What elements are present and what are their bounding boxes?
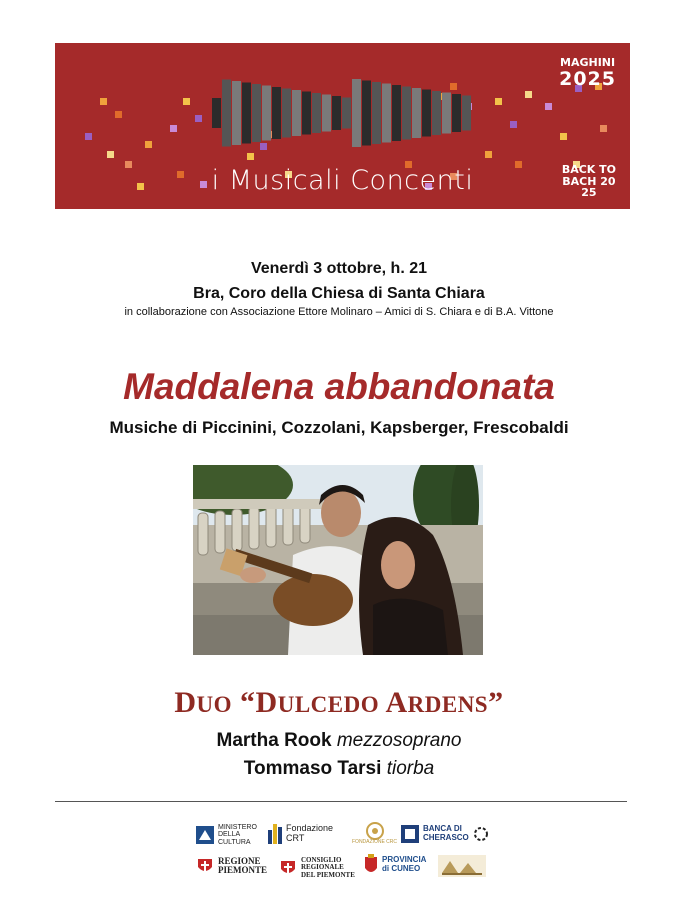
ensemble-photo-bar — [392, 85, 401, 141]
decorative-square — [525, 91, 532, 98]
decorative-square — [100, 98, 107, 105]
ensemble-photo-bar — [342, 98, 351, 129]
program-subtitle: Musiche di Piccinini, Cozzolani, Kapsberger, Frescobaldi — [109, 418, 569, 437]
consiglio-regionale-logo: CONSIGLIO REGIONALE DEL PIEMONTE — [279, 857, 355, 879]
ensemble-photo-bar — [262, 86, 271, 141]
decorative-square — [107, 151, 114, 158]
header-banner — [55, 43, 630, 209]
ensemble-photo-strip — [207, 73, 477, 153]
event-date: Venerdì 3 ottobre, h. 21 — [250, 260, 428, 277]
ensemble-photo-bar — [432, 91, 441, 135]
ensemble-photo-bar — [372, 82, 381, 144]
partner-logo — [438, 855, 486, 877]
decorative-square — [115, 111, 122, 118]
ensemble-photo-bar — [252, 84, 261, 142]
gear-icon — [473, 826, 489, 842]
decorative-square — [485, 151, 492, 158]
banca-emblem-icon — [401, 825, 419, 843]
ensemble-photo-bar — [242, 83, 251, 144]
decorative-square — [85, 133, 92, 140]
regione-shield-icon — [196, 857, 214, 875]
decorative-square — [560, 133, 567, 140]
ensemble-photo-bar — [412, 88, 421, 138]
performer-2: Tommaso Tarsi tiorba — [243, 758, 435, 779]
banca-cherasco-logo: BANCA DI CHERASCO — [401, 825, 489, 843]
ensemble-photo-bar — [402, 87, 411, 140]
ensemble-photo-bar — [452, 94, 461, 132]
ensemble-photo-bar — [332, 96, 341, 130]
decorative-square — [510, 121, 517, 128]
ensemble-photo-bar — [212, 98, 221, 128]
performers-photo — [193, 465, 483, 655]
decorative-square — [170, 125, 177, 132]
banner-title: i Musicali Concenti — [211, 165, 474, 196]
ensemble-photo-bar — [462, 96, 471, 131]
ensemble-photo-bar — [352, 79, 361, 147]
crc-emblem-icon — [364, 822, 386, 840]
ensemble-photo-bar — [382, 84, 391, 143]
decorative-square — [495, 98, 502, 105]
provincia-crest-icon — [364, 854, 378, 876]
decorative-square — [247, 153, 254, 160]
partner-emblem-icon — [438, 855, 486, 877]
ensemble-photo-bar — [322, 95, 331, 132]
back-to-bach-logo: BACK TO BACH 20 25 — [561, 163, 616, 200]
crt-emblem-icon — [268, 824, 282, 844]
provincia-cuneo-logo: PROVINCIA di CUNEO — [364, 854, 426, 876]
ministero-emblem-icon — [196, 826, 214, 844]
ensemble-photo-bar — [442, 93, 451, 134]
ensemble-photo-bar — [282, 89, 291, 138]
fondazione-crc-logo: FONDAZIONE CRC — [352, 822, 397, 845]
ministero-cultura-logo: MINISTERO DELLA CULTURA — [196, 824, 257, 846]
decorative-square — [545, 103, 552, 110]
decorative-square — [600, 125, 607, 132]
ensemble-photo-bar — [422, 90, 431, 137]
regione-piemonte-logo: REGIONE PIEMONTE — [196, 857, 267, 876]
event-collaboration: in collaborazione con Associazione Ettore Molinaro – Amici di S. Chiara e di B.A. Vittone — [124, 306, 554, 318]
ensemble-photo-bar — [302, 92, 311, 135]
divider — [55, 801, 627, 802]
ensemble-photo-bar — [232, 81, 241, 145]
ensemble-photo-bar — [362, 81, 371, 146]
ensemble-photo-bar — [222, 80, 231, 147]
ensemble-photo-bar — [272, 87, 281, 139]
decorative-square — [195, 115, 202, 122]
program-title: Maddalena abbandonata — [123, 366, 555, 407]
ensemble-photo-bar — [312, 93, 321, 133]
ensemble-photo-bar — [292, 90, 301, 136]
maghini-2025-logo: MAGHINI 2025 — [559, 56, 616, 90]
fondazione-crt-logo: Fondazione CRT — [268, 824, 333, 844]
decorative-square — [145, 141, 152, 148]
event-venue: Bra, Coro della Chiesa di Santa Chiara — [193, 285, 485, 302]
ensemble-name: DUO “DULCEDO ARDENS” — [174, 686, 504, 719]
consiglio-shield-icon — [279, 859, 297, 877]
performer-1: Martha Rook mezzosoprano — [216, 730, 462, 751]
decorative-square — [183, 98, 190, 105]
